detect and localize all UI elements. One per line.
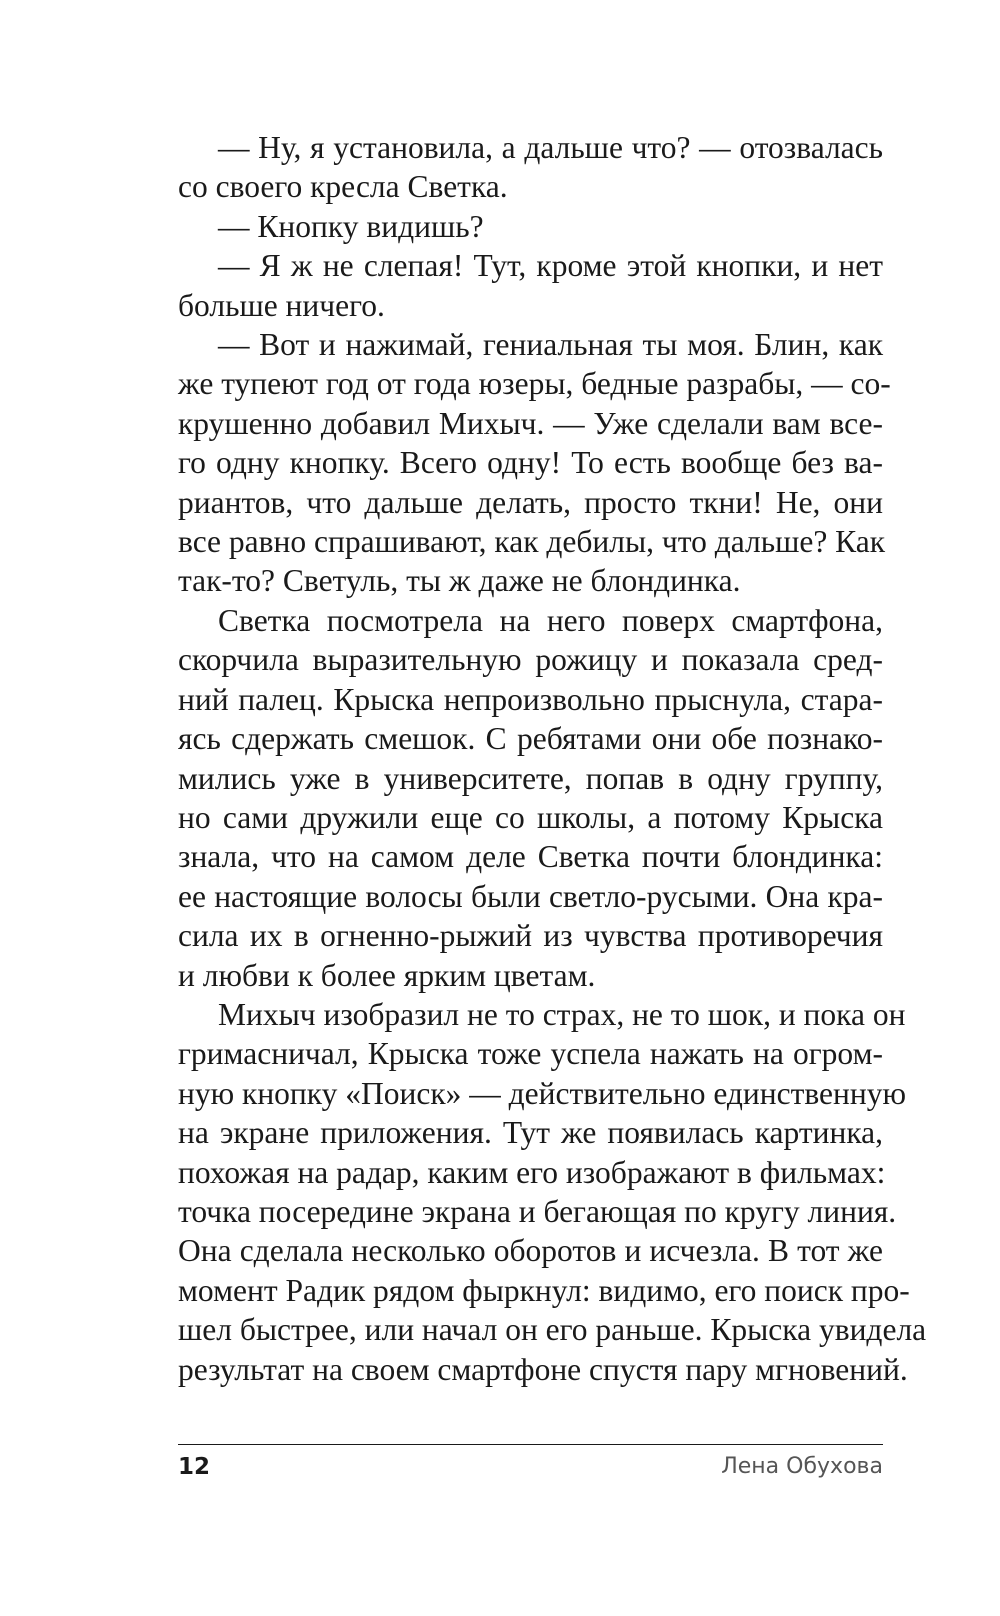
text-line: похожая на радар, каким его изображают в фильмах:: [178, 1154, 886, 1190]
text-line: — Ну, я установила, а дальше что? — отозвалась: [218, 130, 883, 165]
text-line: крушенно добавил Михыч. — Уже сделали вам все-: [178, 405, 883, 441]
text-line: ний палец. Крыска непроизвольно прыснула, стара-: [178, 681, 883, 717]
text-line: Она сделала несколько оборотов и исчезла. В тот же: [178, 1233, 883, 1269]
text-line: на экране приложения. Тут же появилась картинка,: [178, 1115, 883, 1151]
text-line: и любви к более ярким цветам.: [178, 957, 596, 993]
text-line: больше ничего.: [178, 287, 385, 323]
text-line: так-то? Светуль, ты ж даже не блондинка.: [178, 563, 741, 599]
text-line: мились уже в университете, попав в одну группу,: [178, 760, 883, 796]
footer-rule: [178, 1444, 883, 1445]
text-line: — Кнопку видишь?: [218, 208, 484, 244]
text-line: ную кнопку «Поиск» — действительно единственную: [178, 1075, 907, 1111]
text-line: гримасничал, Крыска тоже успела нажать на огром-: [178, 1036, 883, 1072]
text-line: Светка посмотрела на него поверх смартфона,: [218, 602, 883, 638]
text-line: ясь сдержать смешок. С ребятами они обе познако-: [178, 721, 883, 757]
text-line: — Я ж не слепая! Тут, кроме этой кнопки, и нет: [218, 248, 883, 284]
text-line: риантов, что дальше делать, просто ткни! Не, они: [178, 484, 883, 520]
text-line: знала, что на самом деле Светка почти блондинка:: [178, 839, 883, 875]
text-line: — Вот и нажимай, гениальная ты моя. Блин, как: [218, 327, 883, 363]
text-line: Михыч изобразил не то страх, не то шок, и пока он: [218, 996, 906, 1032]
text-line: момент Радик рядом фыркнул: видимо, его поиск про-: [178, 1272, 910, 1308]
text-line: ее настоящие волосы были светло-русыми. Она кра-: [178, 878, 883, 914]
page-number: 12: [178, 1454, 211, 1480]
running-author: Лена Обухова: [721, 1454, 883, 1479]
text-line: точка посередине экрана и бегающая по кругу линия.: [178, 1193, 897, 1229]
text-line: же тупеют год от года юзеры, бедные разрабы, — со-: [178, 366, 891, 402]
text-line: результат на своем смартфоне спустя пару мгновений.: [178, 1351, 908, 1387]
text-line: со своего кресла Светка.: [178, 169, 508, 205]
text-line: все равно спрашивают, как дебилы, что дальше? Как: [178, 524, 886, 560]
text-line: но сами дружили еще со школы, а потому Крыска: [178, 799, 883, 835]
text-line: го одну кнопку. Всего одну! То есть вообще без ва-: [178, 445, 883, 481]
text-line: скорчила выразительную рожицу и показала сред-: [178, 642, 883, 678]
body-text: [178, 128, 927, 1389]
text-line: сила их в огненно-рыжий из чувства противоречия: [178, 918, 883, 954]
text-line: шел быстрее, или начал он его раньше. Крыска увидела: [178, 1312, 927, 1348]
